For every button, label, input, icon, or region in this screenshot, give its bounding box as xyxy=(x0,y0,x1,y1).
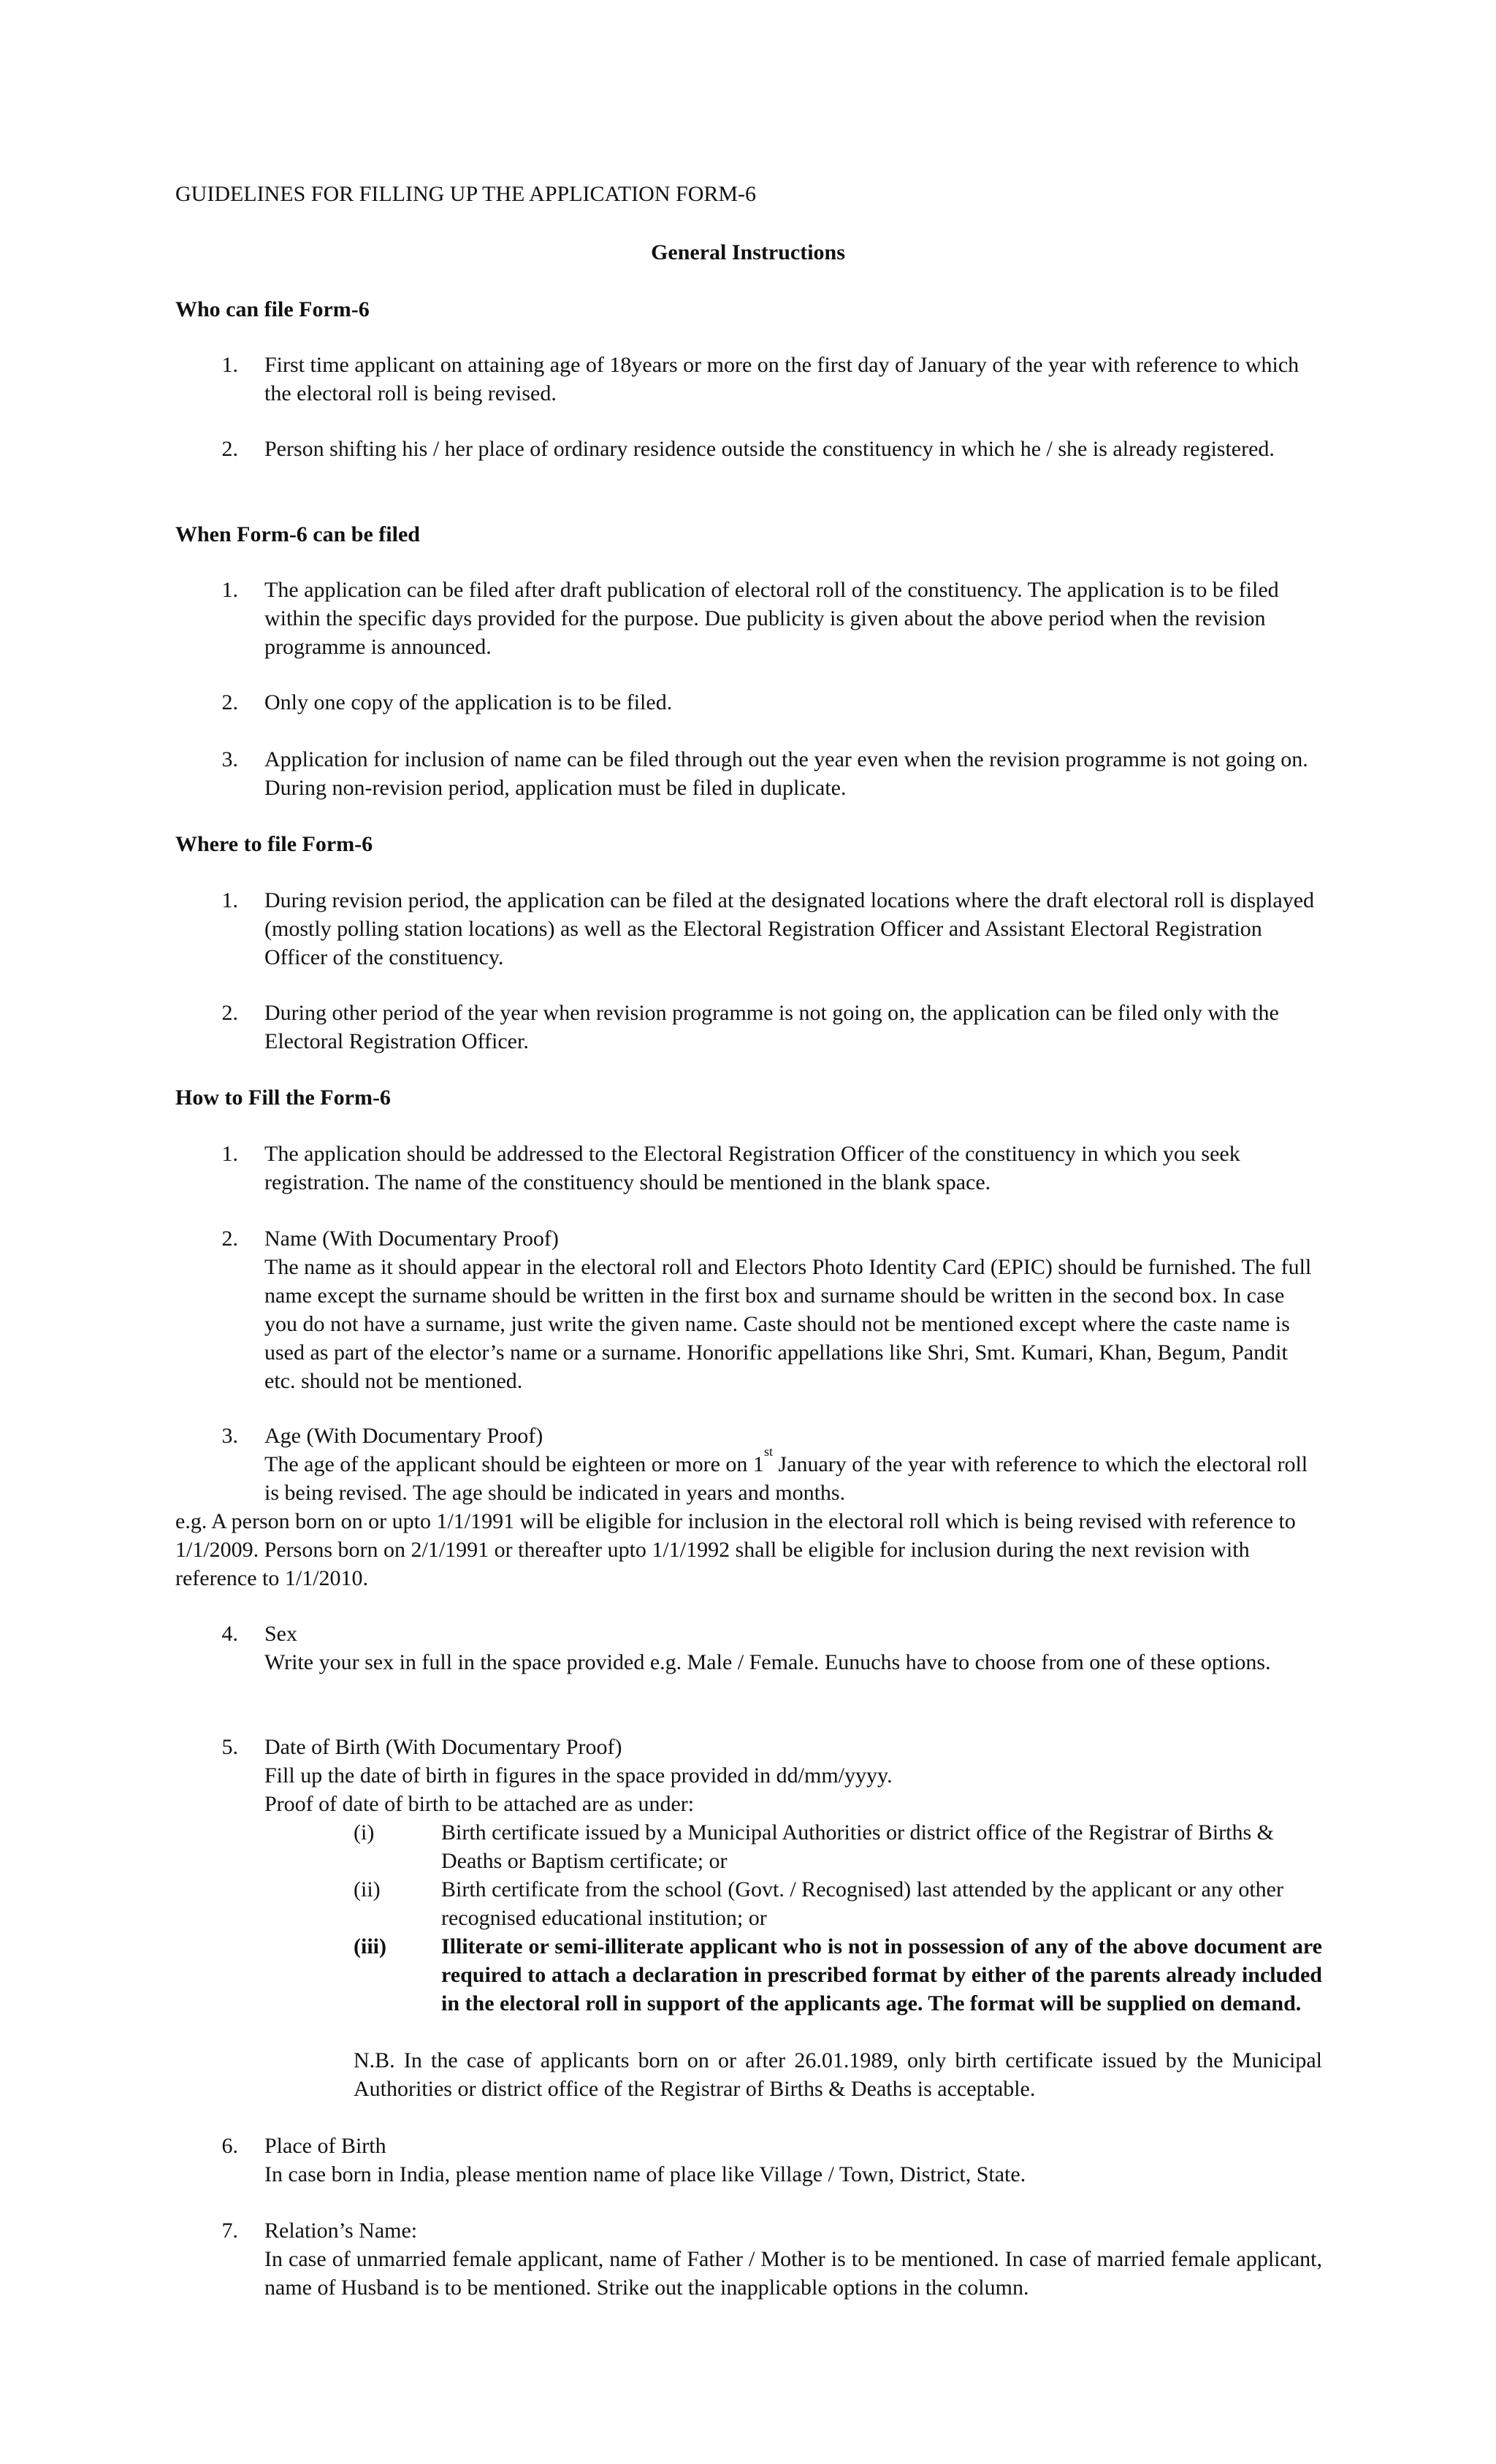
sub-item-label: (iii) xyxy=(354,1934,386,1958)
list-item-label: Relation’s Name: xyxy=(264,2219,418,2243)
ordinal-suffix: st xyxy=(763,1444,773,1459)
list-number: 2. xyxy=(221,1001,238,1025)
list-number: 2. xyxy=(221,437,238,461)
list-number: 3. xyxy=(221,1424,238,1448)
list-number: 1. xyxy=(221,353,238,377)
list-number: 2. xyxy=(221,1227,238,1251)
list-item: Only one copy of the application is to be filed. xyxy=(264,690,673,714)
age-text-part1: The age of the applicant should be eighteen or more on 1 xyxy=(264,1452,764,1476)
age-example: e.g. A person born on or upto 1/1/1991 will be eligible for inclusion in the electoral roll which is being revised with reference to 1/1/2009. Persons born on 2/1/1991 or thereafter upto 1/1/1992 shall be eligible for inclusion during the next revision with reference to 1/1/2010. xyxy=(175,1509,1296,1590)
list-item: During revision period, the application can be filed at the designated locations where the draft electoral roll is displayed (mostly polling station locations) as well as the Electoral Registration Officer and Assistant Electoral Registration Officer of the constituency. xyxy=(264,888,1315,969)
sub-item-label: (i) xyxy=(354,1820,375,1845)
list-item: First time applicant on attaining age of 18years or more on the first day of January of the year with reference to which the electoral roll is being revised. xyxy=(264,353,1300,405)
sub-item-label: (ii) xyxy=(354,1877,381,1902)
list-item: The application can be filed after draft publication of electoral roll of the constituency. The application is to be filed within the specific days provided for the purpose. Due publicity is given about the above period when the revision programme is announced. xyxy=(264,578,1279,659)
section-heading-when: When Form-6 can be filed xyxy=(175,522,420,546)
list-item-label: Name (With Documentary Proof) xyxy=(264,1227,559,1251)
sub-item: Illiterate or semi-illiterate applicant who is not in possession of any of the above document are required to attach a declaration in prescribed format by either of the parents already included in the electoral roll in support of the applicants age. The format will be supplied on demand. xyxy=(441,1934,1322,2015)
list-item: Application for inclusion of name can be filed through out the year even when the revision programme is not going on. During non-revision period, application must be filed in duplicate. xyxy=(264,747,1308,800)
list-item: In case of unmarried female applicant, name of Father / Mother is to be mentioned. In case of married female applicant, name of Husband is to be mentioned. Strike out the inapplicable options in the column. xyxy=(264,2247,1322,2300)
section-heading-who: Who can file Form-6 xyxy=(175,297,370,321)
list-number: 1. xyxy=(221,888,238,912)
list-item: During other period of the year when revision programme is not going on, the application can be filed only with the Electoral Registration Officer. xyxy=(264,1001,1279,1053)
list-number: 3. xyxy=(221,747,238,771)
list-number: 6. xyxy=(221,2134,238,2158)
general-instructions-heading: General Instructions xyxy=(651,240,845,264)
list-item: Fill up the date of birth in figures in the space provided in dd/mm/yyyy. xyxy=(264,1763,893,1788)
list-number: 7. xyxy=(221,2219,238,2243)
list-item: In case born in India, please mention name of place like Village / Town, District, State. xyxy=(264,2162,1026,2186)
list-number: 4. xyxy=(221,1622,238,1646)
list-item-label: Place of Birth xyxy=(264,2134,386,2158)
list-item-label: Sex xyxy=(264,1622,297,1646)
nota-bene: N.B. In the case of applicants born on or after 26.01.1989, only birth certificate issued by the Municipal Authorities or district office of the Registrar of Births & Deaths is acceptable. xyxy=(354,2048,1322,2101)
list-item-label: Date of Birth (With Documentary Proof) xyxy=(264,1735,622,1759)
list-number: 1. xyxy=(221,1142,238,1166)
section-heading-how: How to Fill the Form-6 xyxy=(175,1086,391,1110)
list-item xyxy=(264,1444,1322,1507)
section-heading-where: Where to file Form-6 xyxy=(175,832,373,856)
list-number: 2. xyxy=(221,690,238,714)
list-item: Write your sex in full in the space provided e.g. Male / Female. Eunuchs have to choose from one of these options. xyxy=(264,1650,1271,1674)
list-number: 1. xyxy=(221,578,238,602)
list-number: 5. xyxy=(221,1735,238,1759)
document-title: GUIDELINES FOR FILLING UP THE APPLICATION FORM-6 xyxy=(175,182,757,206)
list-item: The application should be addressed to the Electoral Registration Officer of the constituency in which you seek registration. The name of the constituency should be mentioned in the blank space. xyxy=(264,1142,1240,1194)
sub-item: Birth certificate issued by a Municipal Authorities or district office of the Registrar of Births & Deaths or Baptism certificate; or xyxy=(441,1820,1275,1873)
sub-item: Birth certificate from the school (Govt. / Recognised) last attended by the applicant or any other recognised educational institution; or xyxy=(441,1877,1283,1930)
list-item: The name as it should appear in the electoral roll and Electors Photo Identity Card (EPIC) should be furnished. The full name except the surname should be written in the first box and surname should be written in the second box. In case you do not have a surname, just write the given name. Caste should not be mentioned except where the caste name is used as part of the elector’s name or a surname. Honorific appellations like Shri, Smt. Kumari, Khan, Begum, Pandit etc. should not be mentioned. xyxy=(264,1255,1312,1393)
list-item: Proof of date of birth to be attached are as under: xyxy=(264,1792,695,1816)
list-item: Person shifting his / her place of ordinary residence outside the constituency in which he / she is already registered. xyxy=(264,437,1275,461)
list-item-label: Age (With Documentary Proof) xyxy=(264,1424,543,1448)
age-text-part2: January of the year with reference to which the electoral roll is being revised. The age should be indicated in years and months. xyxy=(264,1452,1308,1505)
